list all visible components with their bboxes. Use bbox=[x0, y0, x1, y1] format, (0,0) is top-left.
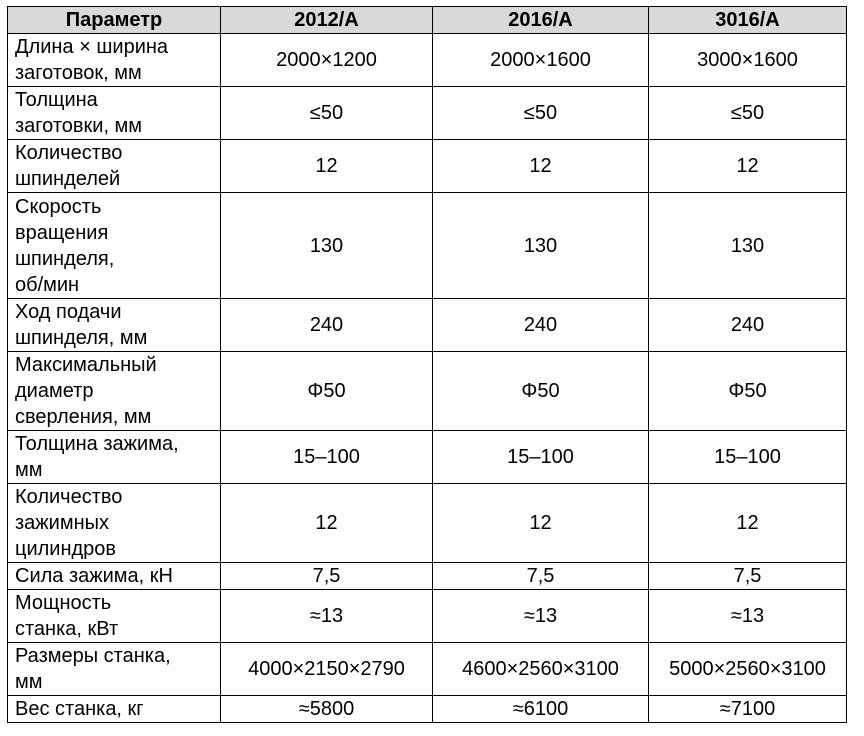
value-cell: 3000×1600 bbox=[649, 34, 847, 87]
value-cell: ≈13 bbox=[221, 590, 433, 643]
table-row bbox=[8, 299, 847, 352]
value-cell: 2000×1600 bbox=[433, 34, 649, 87]
header-parameter: Параметр bbox=[8, 7, 221, 34]
value-cell: 15–100 bbox=[433, 431, 649, 484]
parameter-line: Количество bbox=[15, 142, 123, 164]
parameter-cell bbox=[8, 484, 221, 563]
value-cell: 130 bbox=[221, 193, 433, 299]
value-cell: Φ50 bbox=[433, 352, 649, 431]
value-cell: 7,5 bbox=[221, 563, 433, 590]
value-cell: 2000×1200 bbox=[221, 34, 433, 87]
value-cell: 15–100 bbox=[649, 431, 847, 484]
parameter-cell bbox=[8, 352, 221, 431]
value-cell: 240 bbox=[221, 299, 433, 352]
value-cell: 130 bbox=[433, 193, 649, 299]
parameter-line: Количество bbox=[15, 486, 123, 508]
table-header-row bbox=[8, 7, 847, 34]
parameter-line: заготовок, мм bbox=[15, 62, 142, 84]
value-cell: Φ50 bbox=[649, 352, 847, 431]
value-cell: 7,5 bbox=[649, 563, 847, 590]
parameter-line: шпинделя, мм bbox=[15, 327, 148, 349]
value-cell: 240 bbox=[433, 299, 649, 352]
table-row bbox=[8, 590, 847, 643]
value-cell: 12 bbox=[433, 484, 649, 563]
parameter-line: Мощность bbox=[15, 592, 112, 614]
parameter-line: Размеры станка, bbox=[15, 645, 171, 667]
parameter-cell bbox=[8, 87, 221, 140]
value-cell: ≈6100 bbox=[433, 696, 649, 723]
parameter-cell bbox=[8, 696, 221, 723]
table-row bbox=[8, 643, 847, 696]
value-cell: ≈7100 bbox=[649, 696, 847, 723]
table-row bbox=[8, 193, 847, 299]
table-row bbox=[8, 352, 847, 431]
parameter-line: сверления, мм bbox=[15, 406, 152, 428]
value-cell: 4000×2150×2790 bbox=[221, 643, 433, 696]
parameter-line: об/мин bbox=[15, 273, 80, 296]
parameter-cell bbox=[8, 590, 221, 643]
value-cell: ≤50 bbox=[649, 87, 847, 140]
parameter-line: Максимальный bbox=[15, 354, 157, 376]
value-cell: ≈13 bbox=[649, 590, 847, 643]
parameter-line: мм bbox=[15, 459, 43, 481]
parameter-line: мм bbox=[15, 671, 43, 693]
value-cell: 7,5 bbox=[433, 563, 649, 590]
table-row bbox=[8, 87, 847, 140]
value-cell: 12 bbox=[649, 140, 847, 193]
header-model-2016a: 2016/А bbox=[433, 7, 649, 34]
header-model-3016a: 3016/А bbox=[649, 7, 847, 34]
parameter-cell bbox=[8, 140, 221, 193]
parameter-line: шпинделя, bbox=[15, 247, 115, 270]
value-cell: 12 bbox=[433, 140, 649, 193]
parameter-cell bbox=[8, 299, 221, 352]
value-cell: 12 bbox=[221, 140, 433, 193]
parameter-line: Ход подачи bbox=[15, 301, 122, 323]
value-cell: ≤50 bbox=[221, 87, 433, 140]
parameter-cell bbox=[8, 34, 221, 87]
table-row bbox=[8, 696, 847, 723]
parameter-cell bbox=[8, 431, 221, 484]
table-row bbox=[8, 140, 847, 193]
value-cell: 12 bbox=[221, 484, 433, 563]
spec-table bbox=[7, 6, 847, 723]
parameter-line: Длина × ширина bbox=[15, 36, 169, 58]
table-row bbox=[8, 431, 847, 484]
value-cell: Φ50 bbox=[221, 352, 433, 431]
parameter-cell bbox=[8, 193, 221, 299]
header-model-2012a: 2012/А bbox=[221, 7, 433, 34]
parameter-line: цилиндров bbox=[15, 538, 117, 560]
table-row bbox=[8, 484, 847, 563]
parameter-line: Сила зажима, кН bbox=[15, 565, 173, 587]
parameter-line: диаметр bbox=[15, 380, 94, 402]
value-cell: 4600×2560×3100 bbox=[433, 643, 649, 696]
parameter-line: Скорость bbox=[15, 195, 102, 218]
value-cell: 130 bbox=[649, 193, 847, 299]
value-cell: 240 bbox=[649, 299, 847, 352]
value-cell: ≈5800 bbox=[221, 696, 433, 723]
parameter-line: вращения bbox=[15, 221, 109, 244]
value-cell: 12 bbox=[649, 484, 847, 563]
parameter-cell bbox=[8, 563, 221, 590]
value-cell: 15–100 bbox=[221, 431, 433, 484]
parameter-line: Толщина зажима, bbox=[15, 433, 179, 455]
value-cell: ≈13 bbox=[433, 590, 649, 643]
parameter-line: заготовки, мм bbox=[15, 115, 143, 137]
value-cell: ≤50 bbox=[433, 87, 649, 140]
table-row bbox=[8, 34, 847, 87]
parameter-line: шпинделей bbox=[15, 168, 121, 190]
parameter-cell bbox=[8, 643, 221, 696]
parameter-line: станка, кВт bbox=[15, 618, 119, 640]
parameter-line: Вес станка, кг bbox=[15, 698, 144, 720]
value-cell: 5000×2560×3100 bbox=[649, 643, 847, 696]
table-row bbox=[8, 563, 847, 590]
parameter-line: Толщина bbox=[15, 89, 98, 111]
parameter-line: зажимных bbox=[15, 512, 110, 534]
table-body bbox=[8, 34, 847, 723]
